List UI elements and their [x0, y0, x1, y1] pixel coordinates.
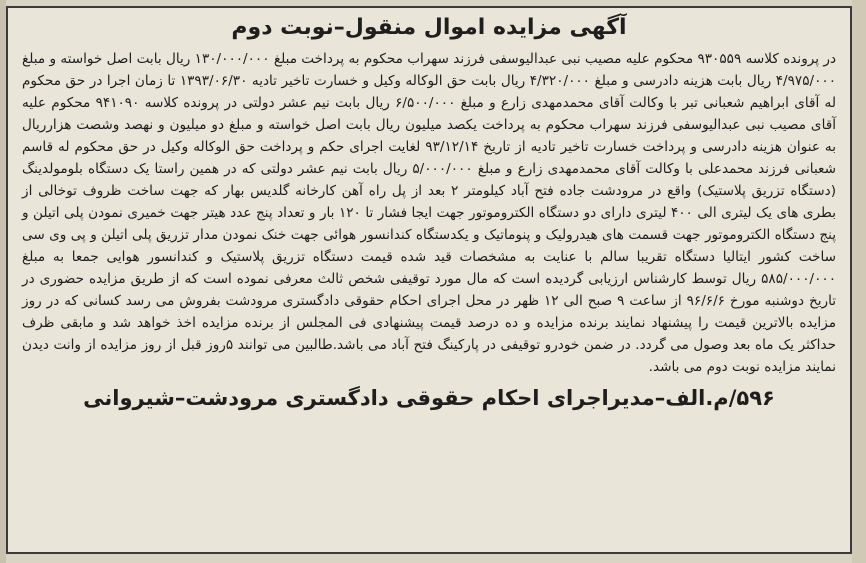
- notice-footer: ۵۹۶/م.الف–مدیراجرای احکام حقوقی دادگستری مرودشت–شیروانی: [83, 386, 775, 410]
- scan-margin-right: [852, 0, 866, 563]
- auction-notice: [6, 6, 852, 554]
- notice-body: در پرونده کلاسه ۹۳۰۵۵۹ محکوم علیه مصیب نبی عبدالیوسفی فرزند سهراب محکوم به پرداخت مبلغ ۱۳۰/۰۰۰/۰۰۰ ریال بابت اصل خواسته و مبلغ ۴/۹۷۵/۰۰۰ ریال بابت هزینه دادرسی و مبلغ ۴/۳۲۰/۰۰۰ ریال بابت حق الوکاله وکیل و خسارت تاخیر تادیه ۱۳۹۳/۰۶/۳۰ تا زمان اجرا در حق محکوم له آقای ابراهیم شعبانی تبر با وکالت آقای محمدمهدی زارع و مبلغ ۶/۵۰۰/۰۰۰ ریال بابت نیم عشر دولتی در پرونده کلاسه ۹۴۱۰۹۰ محکوم علیه آقای مصیب نبی عبدالیوسفی فرزند سهراب محکوم به پرداخت یکصد میلیون ریال بابت اصل خواسته و مبلغ دو میلیون و نهصد وشصت هزارریال به عنوان هزینه دادرسی و پرداخت خسارت تاخیر تادیه از تاریخ ۹۳/۱۲/۱۴ لغایت اجرای حکم و پرداخت حق الوکاله وکیل در حق محکوم له قاسم شعبانی فرزند محمدعلی با وکالت آقای محمدمهدی زارع و مبلغ ۵/۰۰۰/۰۰۰ ریال بابت نیم عشر دولتی که در همین راستا یک دستگاه بلومولدینگ (دستگاه تزریق پلاستیک) واقع در مرودشت جاده فتح آباد کیلومتر ۲ بعد از پل راه آهن کارخانه گلدیس بهار که جهت ساخت ظروف توخالی از بطری های یک لیتری الی ۴۰۰ لیتری دارای دو دستگاه الکتروموتور جهت ایجا فشار تا ۱۲۰ بار و تعداد پنج عدد هیتر جهت خمیری نمودن پلی اتیلن و پنج دستگاه الکتروموتور جهت قسمت های هیدرولیک و پنوماتیک و یکدستگاه کندانسور هوائی جهت خنک نمودن مدار تزریق پلی اتیلن و پی وی سی ساخت کشور ایتالیا دستگاه تقریبا سالم با عنایت به مشخصات قید شده قیمت دستگاه تزریق پلاستیک و کندانسور هوایی جمعا به مبلغ ۵۸۵/۰۰۰/۰۰۰ ریال توسط کارشناس ارزیابی گردیده است که مال مورد توقیفی شخص ثالث معرفی نموده است که از طریق مزایده حضوری در تاریخ دوشنبه مورخ ۹۶/۶/۶ از ساعت ۹ صبح الی ۱۲ ظهر در محل اجرای احکام حقوقی دادگستری مرودشت بفروش می رسد کسانی که در روز مزایده بالاترین قیمت را پیشنهاد نمایند برنده مزایده و ده درصد قیمت پیشنهادی فی المجلس از برنده مزایده اخذ خواهد شد و مابقی ظرف حداکثر یک ماه بعد وصول می گردد. در ضمن خودرو توقیفی در پارکینگ فتح آباد می باشد.طالبین می توانند ۵روز قبل از روز مزایده از وانت دیدن نمایند مزایده نوبت دوم می باشد.: [22, 51, 837, 375]
- notice-title: آگهی مزایده اموال منقول–نوبت دوم: [231, 15, 627, 40]
